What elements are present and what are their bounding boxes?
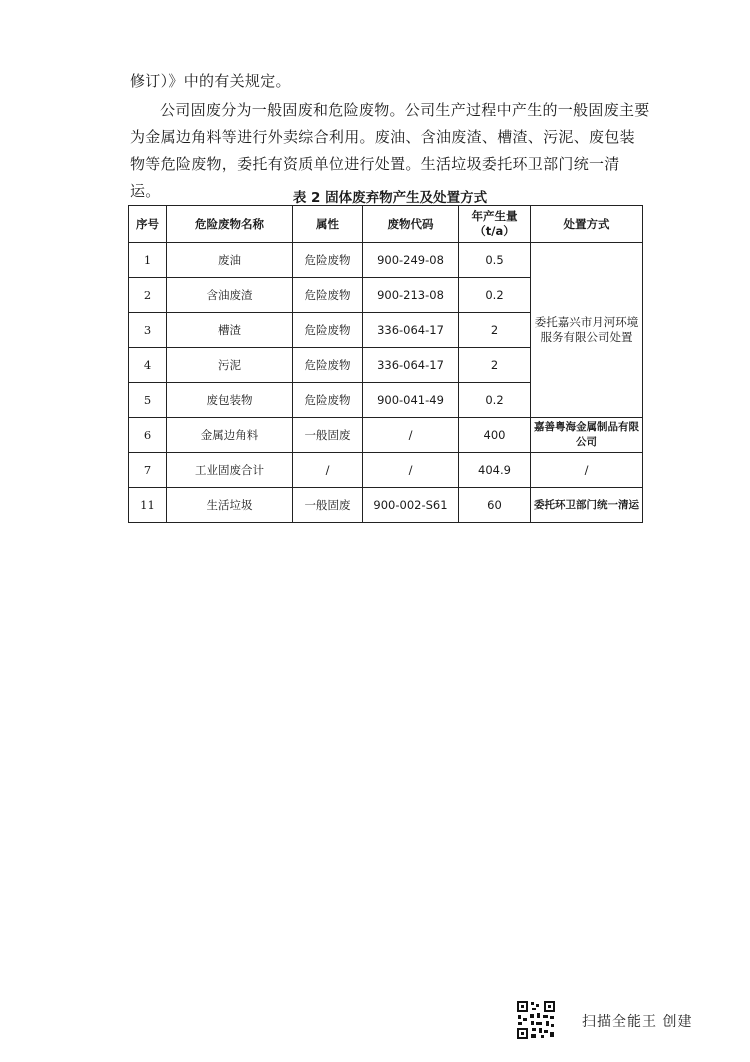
cell-code: 900-002-S61	[363, 488, 459, 523]
cell-code: /	[363, 453, 459, 488]
cell-name: 污泥	[167, 348, 293, 383]
cell-code: 900-041-49	[363, 383, 459, 418]
header-seq: 序号	[129, 206, 167, 243]
table-row	[129, 243, 643, 278]
solid-waste-paragraph: 公司固废分为一般固废和危险废物。公司生产过程中产生的一般固废主要为金属边角料等进行外卖综合利用。废油、含油废渣、槽渣、污泥、废包装物等危险废物，委托有资质单位进行处置。生活垃圾委托环卫部门统一清运。	[130, 101, 650, 200]
table-caption: 表 2 固体废弃物产生及处置方式	[292, 190, 488, 206]
cell-amount: 0.2	[459, 383, 531, 418]
cell-seq: 11	[129, 488, 167, 523]
header-amount-line2: （t/a）	[474, 224, 515, 238]
cell-seq: 3	[129, 313, 167, 348]
cell-amount: 2	[459, 313, 531, 348]
solid-waste-table	[128, 205, 643, 523]
cell-code: 900-213-08	[363, 278, 459, 313]
cell-attr: 一般固废	[293, 418, 363, 453]
cell-code: 900-249-08	[363, 243, 459, 278]
cell-amount: 2	[459, 348, 531, 383]
table-row	[129, 453, 643, 488]
cell-disposal: /	[531, 453, 643, 488]
cell-attr: 危险废物	[293, 313, 363, 348]
header-amount-line1: 年产生量	[471, 209, 518, 223]
cell-attr: 危险废物	[293, 278, 363, 313]
cell-amount: 404.9	[459, 453, 531, 488]
cell-name: 废包装物	[167, 383, 293, 418]
cell-code: 336-064-17	[363, 313, 459, 348]
cell-amount: 60	[459, 488, 531, 523]
cell-amount: 400	[459, 418, 531, 453]
header-amount	[459, 206, 531, 243]
cell-attr: /	[293, 453, 363, 488]
cell-code: 336-064-17	[363, 348, 459, 383]
cell-amount: 0.5	[459, 243, 531, 278]
intro-paragraph-tail: 修订）》中的有关规定。	[130, 72, 291, 90]
cell-name: 生活垃圾	[167, 488, 293, 523]
cell-disposal-merged: 委托嘉兴市月河环境服务有限公司处置	[531, 243, 643, 418]
cell-disposal: 委托环卫部门统一清运	[531, 488, 643, 523]
cell-attr: 危险废物	[293, 383, 363, 418]
cell-seq: 4	[129, 348, 167, 383]
table-row	[129, 418, 643, 453]
cell-seq: 1	[129, 243, 167, 278]
cell-attr: 危险废物	[293, 348, 363, 383]
cell-seq: 5	[129, 383, 167, 418]
cell-name: 废油	[167, 243, 293, 278]
cell-name: 工业固废合计	[167, 453, 293, 488]
header-attr: 属性	[293, 206, 363, 243]
cell-attr: 一般固废	[293, 488, 363, 523]
cell-seq: 2	[129, 278, 167, 313]
cell-name: 金属边角料	[167, 418, 293, 453]
cell-amount: 0.2	[459, 278, 531, 313]
cell-name: 含油废渣	[167, 278, 293, 313]
header-disposal: 处置方式	[531, 206, 643, 243]
scanner-watermark-text: 扫描全能王 创建	[582, 1014, 693, 1030]
qr-code-icon	[516, 1000, 556, 1040]
cell-disposal: 嘉善粤海金属制品有限公司	[531, 418, 643, 453]
header-code: 废物代码	[363, 206, 459, 243]
cell-seq: 6	[129, 418, 167, 453]
cell-attr: 危险废物	[293, 243, 363, 278]
cell-name: 槽渣	[167, 313, 293, 348]
cell-seq: 7	[129, 453, 167, 488]
header-name: 危险废物名称	[167, 206, 293, 243]
table-header-row	[129, 206, 643, 243]
table-row	[129, 488, 643, 523]
cell-code: /	[363, 418, 459, 453]
